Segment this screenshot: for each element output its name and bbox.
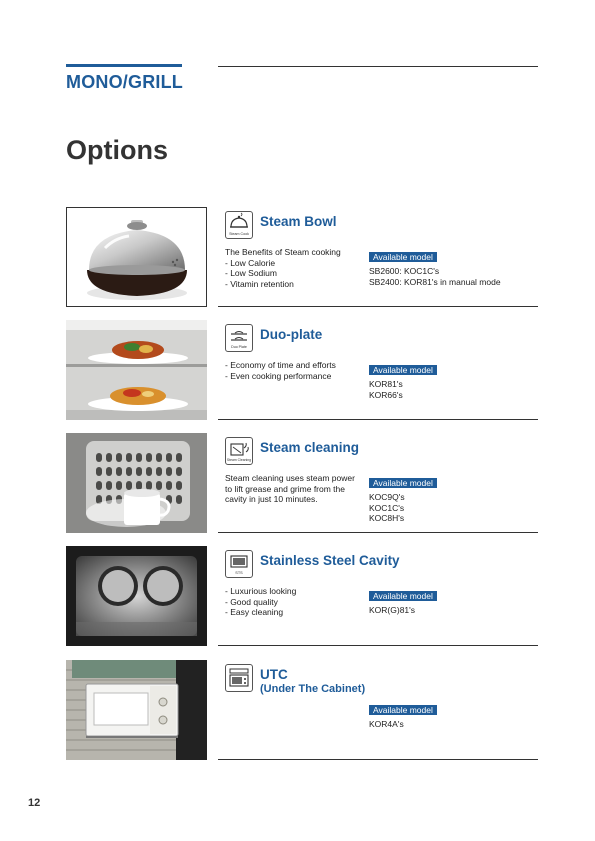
feature-description: - Luxurious looking - Good quality - Easy cleaning	[225, 586, 297, 617]
available-model-block	[369, 360, 437, 400]
available-model-block	[369, 473, 437, 524]
svg-text:Steam Cook: Steam Cook	[229, 232, 249, 236]
stainless-cavity-photo	[66, 546, 207, 646]
available-model-block	[369, 586, 437, 616]
model-item: SB2600: KOC1C's	[369, 266, 440, 276]
feature-title: Steam cleaning	[260, 440, 360, 455]
page-title: Options	[66, 135, 168, 165]
section-rule	[218, 66, 538, 67]
feature-row-utc	[66, 660, 538, 760]
svg-text:Duo Plate: Duo Plate	[231, 345, 247, 349]
svg-text:STS: STS	[235, 571, 243, 575]
duo-plate-photo	[66, 320, 207, 420]
feature-title: Duo-plate	[260, 327, 323, 342]
section-accent-bar	[66, 64, 182, 67]
feature-row-steam-bowl	[66, 207, 538, 307]
available-model-badge: Available model	[369, 365, 437, 375]
available-model-badge: Available model	[369, 591, 437, 601]
steam-bowl-photo	[66, 207, 207, 307]
feature-title	[260, 667, 365, 696]
row-divider	[218, 759, 538, 760]
feature-title: Stainless Steel Cavity	[260, 553, 400, 568]
utc-icon	[225, 664, 253, 692]
utc-title: UTC	[260, 667, 288, 682]
feature-description: The Benefits of Steam cooking - Low Calorie - Low Sodium - Vitamin retention	[225, 247, 341, 289]
utc-subtitle: (Under The Cabinet)	[260, 683, 366, 695]
stainless-cavity-icon	[225, 550, 253, 578]
row-divider	[218, 532, 538, 533]
row-divider	[218, 419, 538, 420]
feature-description: - Economy of time and efforts - Even cooking performance	[225, 360, 336, 381]
available-model-block	[369, 247, 501, 287]
available-model-block	[369, 700, 437, 730]
feature-row-duo-plate	[66, 320, 538, 420]
model-item: KOR(G)81's	[369, 605, 416, 615]
row-divider	[218, 306, 538, 307]
page-number: 12	[28, 797, 41, 809]
model-item: KOC8H's	[369, 513, 405, 523]
available-model-badge: Available model	[369, 705, 437, 715]
feature-description: Steam cleaning uses steam power to lift grease and grime from the cavity in just 10 minutes.	[225, 473, 355, 504]
model-item: KOR4A's	[369, 719, 404, 729]
model-item: KOC1C's	[369, 502, 405, 513]
feature-row-steam-cleaning	[66, 433, 538, 533]
utc-photo	[66, 660, 207, 760]
feature-title: Steam Bowl	[260, 214, 337, 229]
model-item: KOR66's	[369, 389, 403, 400]
svg-text:Steam Cleaning: Steam Cleaning	[226, 458, 252, 462]
feature-row-stainless-cavity	[66, 546, 538, 646]
model-item: KOC9Q's	[369, 492, 405, 502]
duo-plate-icon	[225, 324, 253, 352]
steam-cleaning-photo	[66, 433, 207, 533]
row-divider	[218, 645, 538, 646]
steam-cleaning-icon	[225, 437, 253, 465]
steam-bowl-icon	[225, 211, 253, 239]
available-model-badge: Available model	[369, 252, 437, 262]
model-item: SB2400: KOR81's in manual mode	[369, 276, 501, 287]
model-item: KOR81's	[369, 379, 403, 389]
section-title: MONO/GRILL	[66, 72, 183, 92]
available-model-badge: Available model	[369, 478, 437, 488]
